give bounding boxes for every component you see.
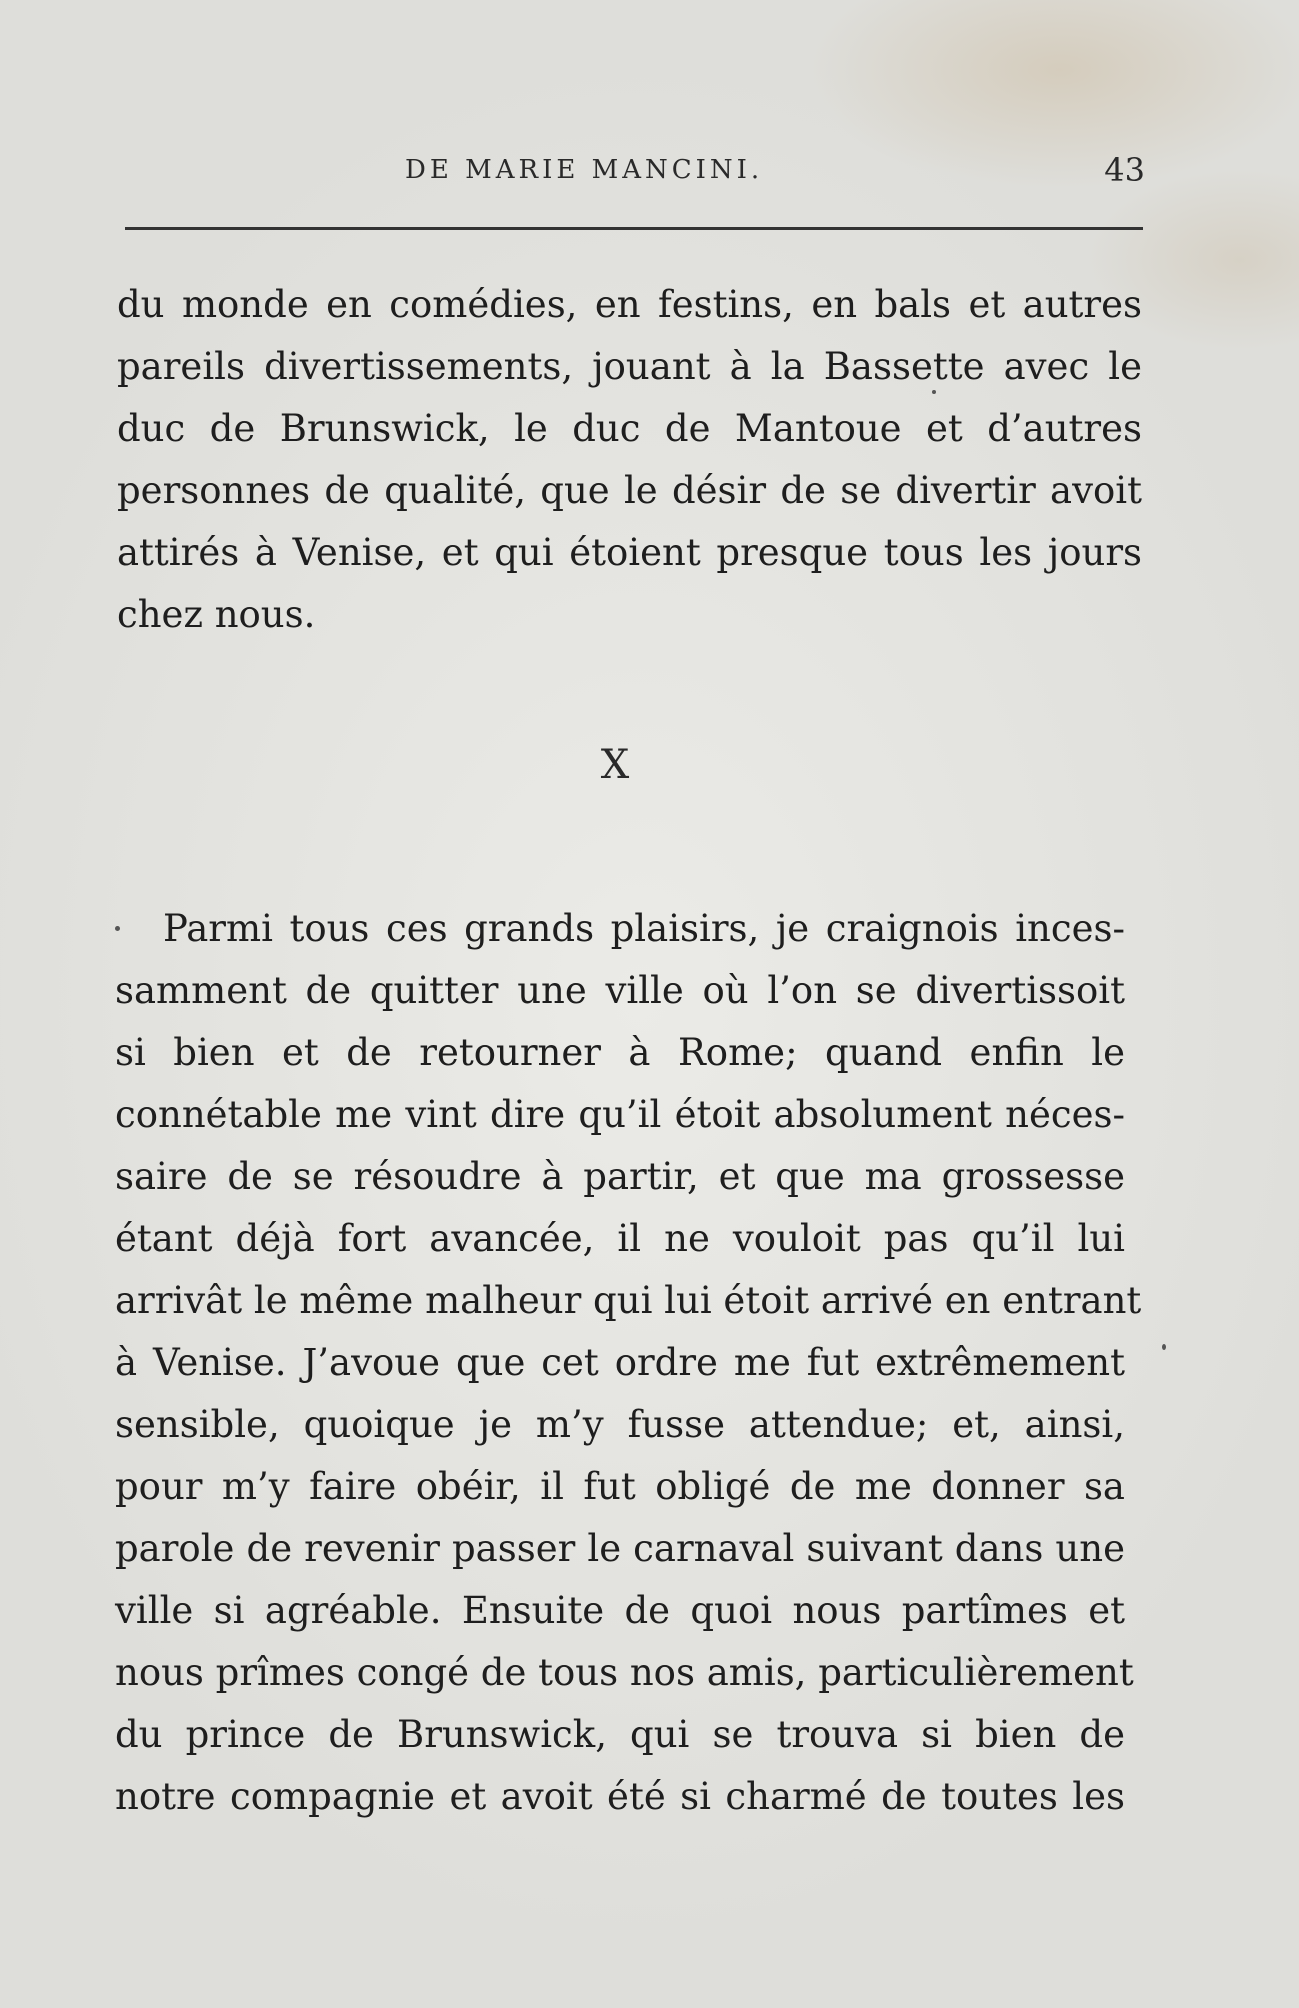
ink-speck [115,926,120,931]
page-number: 43 [1104,151,1145,189]
text-line: connétable me vint dire qu’il étoit absolument néces- [115,1093,1125,1136]
ink-speck [1162,1344,1166,1350]
running-title: DE MARIE MANCINI. [405,155,764,185]
text-line: arrivât le même malheur qui lui étoit arrivé en entrant [115,1279,1142,1322]
text-line: étant déjà fort avancée, il ne vouloit pas qu’il lui [115,1217,1125,1260]
paragraph-1 [117,274,1142,646]
header-rule [125,227,1143,230]
ink-speck [932,390,936,394]
text-line: saire de se résoudre à partir, et que ma grossesse [115,1155,1125,1198]
text-line: Parmi tous ces grands plaisirs, je craignois inces- [163,907,1125,950]
text-line: pareils divertissements, jouant à la Bassette avec le [117,345,1142,388]
text-line: attirés à Venise, et qui étoient presque tous les jours [117,531,1142,574]
text-line: si bien et de retourner à Rome; quand enfin le [115,1031,1125,1074]
text-line: du prince de Brunswick, qui se trouva si bien de [115,1713,1125,1756]
text-line: parole de revenir passer le carnaval suivant dans une [115,1527,1125,1570]
text-line: à Venise. J’avoue que cet ordre me fut extrêmement [115,1341,1125,1384]
text-line: chez nous. [117,593,316,636]
text-line: ville si agréable. Ensuite de quoi nous partîmes et [115,1589,1125,1632]
text-line: sensible, quoique je m’y fusse attendue; et, ainsi, [115,1403,1125,1446]
running-head [120,151,1145,195]
section-number: X [600,742,630,788]
text-line: notre compagnie et avoit été si charmé de toutes les [115,1775,1125,1818]
text-line: pour m’y faire obéir, il fut obligé de me donner sa [115,1465,1125,1508]
text-line: du monde en comédies, en festins, en bals et autres [117,283,1142,326]
text-line: nous prîmes congé de tous nos amis, particulièrement [115,1651,1134,1694]
text-line: samment de quitter une ville où l’on se divertissoit [115,969,1125,1012]
text-line: duc de Brunswick, le duc de Mantoue et d’autres [117,407,1142,450]
paragraph-2 [115,898,1142,1828]
text-line: personnes de qualité, que le désir de se divertir avoit [117,469,1142,512]
